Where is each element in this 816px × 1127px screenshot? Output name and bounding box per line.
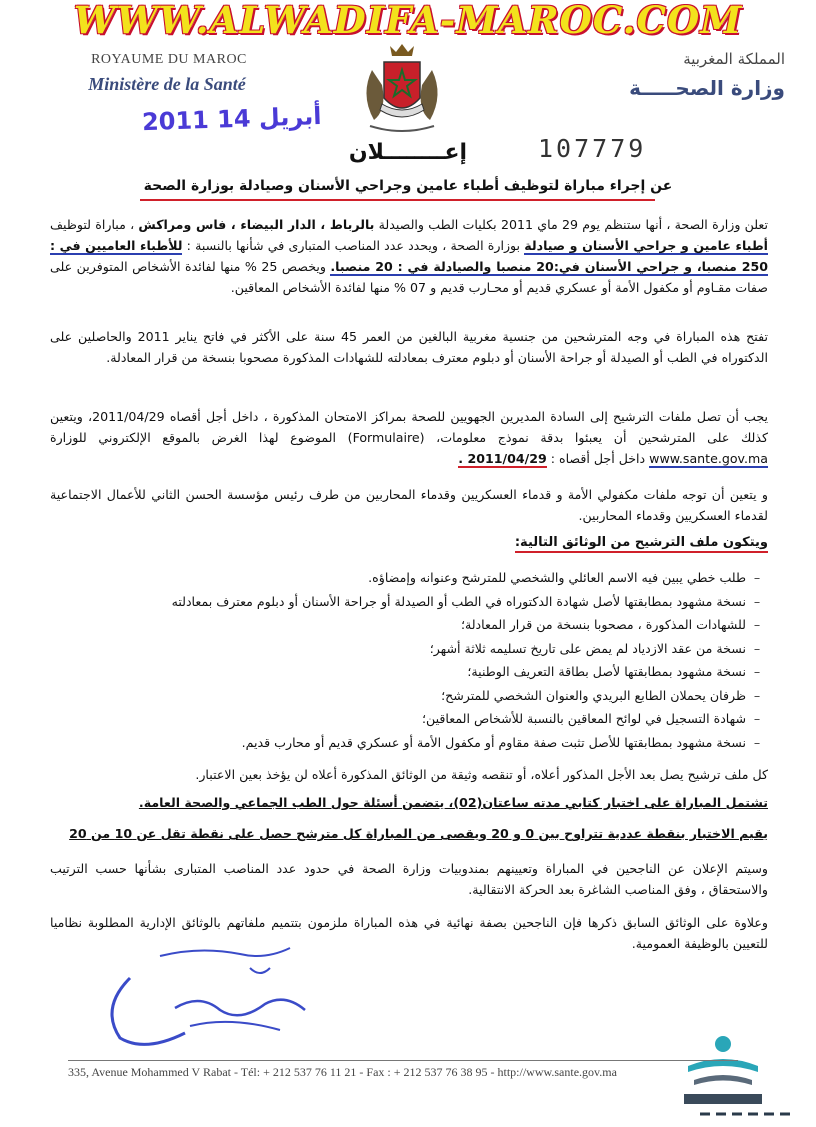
- target-positions: أطباء عامين و جراحي الأسنان و صيادلة: [524, 238, 768, 253]
- documents-heading: [50, 535, 768, 550]
- p3-text-a: يجب أن تصل ملفات الترشيح إلى السادة المديرين الجهويين للصحة بمراكز الامتحان المذكورة ، داخل أجل أقصاه 2011/04/29، ويتعين كذلك على المترشحين أن يعبئوا بدقة نموذج معلومات، (Formulaire) الموضوع لهذا الغرض بالموقع الإلكتروني للوزارة: [50, 409, 769, 445]
- paragraph-submission: [50, 406, 768, 469]
- royal-coat-of-arms-icon: [352, 40, 452, 135]
- list-item: – طلب خطي يبين فيه الاسم العائلي والشخصي للمترشح وعنوانه وإمضاؤه.: [50, 566, 768, 590]
- grading-rule: يقيم الاختبار بنقطة عددية تتراوح بين 0 و 20 ويقصى من المباراة كل مترشح حصل على نقطة تقل عن 10 من 20: [69, 826, 768, 841]
- subject-underline: [140, 199, 655, 201]
- paragraph-announcement: [50, 214, 768, 298]
- header-ministry-fr: Ministère de la Santé: [88, 74, 246, 94]
- position-quota: للأطباء العاميين في : 250 منصبا، و جراحي الأسنان في:20 منصبا والصيادلة في : 20 منصبا.: [50, 238, 768, 274]
- p1-text-a: تعلن وزارة الصحة ، أنها ستنظم يوم 29 ماي 2011 بكليات الطب والصيدلة: [374, 217, 768, 232]
- list-item: – نسخة مشهود بمطابقتها لأصل بطاقة التعريف الوطنية؛: [50, 660, 768, 684]
- p1-text-d: ويخصص 25 % منها لفائدة الأشخاص المتوفرين على صفات مقـاوم أو مكفول الأمة أو عسكري قديم أو محـارب قديم و 07 % منها لفائدة الأشخاص المعاقين.: [50, 259, 768, 295]
- paragraph-late-files: كل ملف ترشيح يصل بعد الأجل المذكور أعلاه، أو تنقصه وثيقة من الوثائق المذكورة أعلاه لن يؤخذ بعين الاعتبار.: [195, 767, 768, 782]
- paragraph-final-documents: وعلاوة على الوثائق السابق ذكرها فإن الناجحين بصفة نهائية في هذه المباراة ملزمون بتتميم ملفاتهم بالوثائق الإدارية المطلوبة نظاميا للتعيين بالوظيفة العمومية.: [50, 915, 768, 951]
- decorative-dash-line: [700, 1112, 790, 1116]
- submission-deadline: 2011/04/29 .: [458, 451, 547, 466]
- p1-text-c: بوزارة الصحة ، ويحدد عدد المناصب المتبارى في شأنها بالنسبة :: [182, 238, 525, 253]
- footer-divider: [68, 1060, 738, 1061]
- signature-icon: [90, 938, 320, 1058]
- paragraph-results: وسيتم الإعلان عن الناجحين في المباراة وتعيينهم بمندوبيات وزارة الصحة في حدود عدد المناصب المتبارى بشأنها حسب الترتيب والاستحقاق ، وفق المناصب الشاغرة بعد الحركة الانتقالية.: [50, 861, 768, 897]
- date-stamp: 2011 أبريل 14: [141, 102, 322, 137]
- p1-text-b: ، مباراة لتوظيف: [50, 217, 139, 232]
- exam-description: تشتمل المباراة على اختبار كتابي مدته ساعتان(02)، يتضمن أسئلة حول الطب الجماعي والصحة العامة.: [138, 795, 768, 810]
- list-item: – شهادة التسجيل في لوائح المعاقين بالنسبة للأشخاص المعاقين؛: [50, 707, 768, 731]
- list-item: – نسخة من عقد الازدياد لم يمض على تاريخ تسليمه ثلاثة أشهر؛: [50, 637, 768, 661]
- reference-number: 107779: [538, 134, 647, 163]
- footer-address: 335, Avenue Mohammed V Rabat - Tél: + 212 537 76 11 21 - Fax : + 212 537 76 38 95 - http://www.sante.gov.ma: [68, 1065, 617, 1079]
- header-kingdom-fr: ROYAUME DU MAROC: [91, 52, 247, 67]
- list-item: – ظرفان يحملان الطابع البريدي والعنوان الشخصي للمترشح؛: [50, 684, 768, 708]
- notice-subject: عن إجراء مباراة لتوظيف أطباء عامين وجراحي الأسنان وصيادلة بوزارة الصحة: [143, 178, 673, 194]
- p3-text-b: داخل أجل أقصاه :: [546, 451, 650, 466]
- documents-list: [50, 566, 768, 754]
- documents-heading-text: ويتكون ملف الترشيح من الوثائق التالية:: [515, 535, 768, 553]
- header-ministry-ar: وزارة الصحـــــة: [629, 76, 785, 100]
- paragraph-veterans: و يتعين أن توجه ملفات مكفولي الأمة و قدماء العسكريين وقدماء المحاربين من طرف رئيس مؤسسة الحسن الثاني للأعمال الاجتماعية لقدماء العسكريين وقدماء المحاربين.: [50, 487, 768, 523]
- list-item: – نسخة مشهود بمطابقتها لأصل شهادة الدكتوراه في الطب أو الصيدلة أو جراحة الأسنان أو دبلوم معترف بمعادلته: [50, 590, 768, 614]
- ministry-website-link[interactable]: www.sante.gov.ma: [649, 451, 768, 466]
- header-kingdom-ar: المملكة المغربية: [683, 50, 785, 68]
- list-item: – نسخة مشهود بمطابقتها للأصل تثبت صفة مقاوم أو مكفول الأمة أو عسكري قديم أو محارب قديم.: [50, 731, 768, 755]
- list-item: – للشهادات المذكورة ، مصحوبا بنسخة من قرار المعادلة؛: [50, 613, 768, 637]
- exam-cities: بالرباط ، الدار البيضاء ، فاس ومراكش: [138, 217, 375, 232]
- notice-title: إعــــــــلان: [348, 140, 468, 165]
- site-watermark-banner: WWW.ALWADIFA-MAROC.COM: [73, 0, 743, 42]
- paragraph-eligibility: تفتح هذه المباراة في وجه المترشحين من جنسية مغربية البالغين من العمر 45 سنة على الأكثر في فاتح يناير 2011 والحاصلين على الدكتوراه في الطب أو الصيدلة أو جراحة الأسنان أو دبلوم معترف بمعادلته للشهادات المذكورة مصحوبا بنسخة من قرار المعادلة.: [50, 329, 768, 365]
